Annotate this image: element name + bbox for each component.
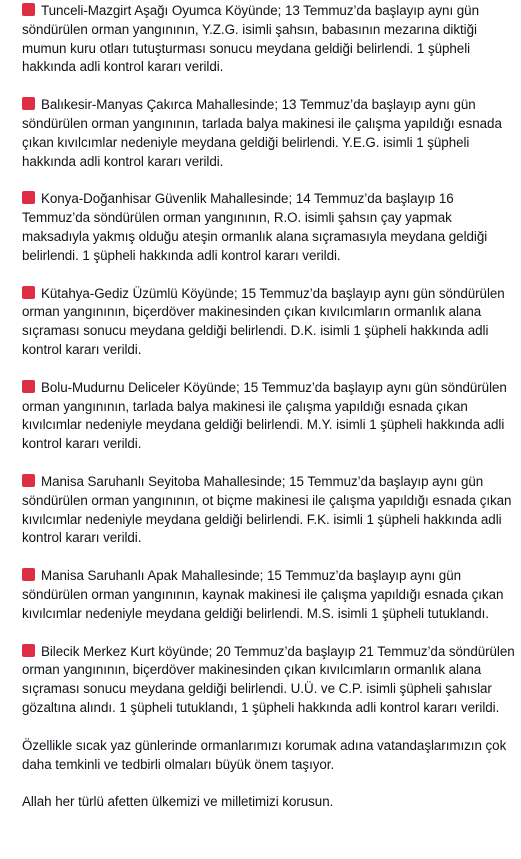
list-item <box>22 285 518 360</box>
list-item-text: Balıkesir-Manyas Çakırca Mahallesinde; 13 Temmuz’da başlayıp aynı gün söndürülen orman yangınının, tarlada balya makinesi ile çalışma yapıldığı esnada çıkan kıvılcımlar nedeniyle meydana geldiği belirlendi. Y.E.G. isimli 1 şüpheli hakkında adli kontrol kararı verildi. <box>22 97 502 169</box>
red-square-icon <box>22 644 35 657</box>
list-item <box>22 190 518 265</box>
list-item <box>22 473 518 548</box>
closing-prayer: Allah her türlü afetten ülkemizi ve milletimizi korusun. <box>22 794 334 810</box>
list-item-text: Tunceli-Mazgirt Aşağı Oyumca Köyünde; 13 Temmuz’da başlayıp aynı gün söndürülen orman yangınının, Y.Z.G. isimli şahsın, babasının mezarına diktiği mumun kuru otları tutuşturması sonucu meydana geldiği belirlendi. 1 şüpheli hakkında adli kontrol kararı verildi. <box>22 3 479 75</box>
red-square-icon <box>22 568 35 581</box>
red-square-icon <box>22 97 35 110</box>
red-square-icon <box>22 286 35 299</box>
list-item <box>22 643 518 718</box>
list-item-text: Konya-Doğanhisar Güvenlik Mahallesinde; 14 Temmuz’da başlayıp 16 Temmuz’da söndürülen orman yangınının, R.O. isimli şahsın çay yapmak maksadıyla yakmış olduğu ateşin ormanlık alana sıçramasıyla meydana geldiği belirlendi. 1 şüpheli hakkında adli kontrol kararı verildi. <box>22 191 488 263</box>
red-square-icon <box>22 380 35 393</box>
list-item-text: Kütahya-Gediz Üzümlü Köyünde; 15 Temmuz’da başlayıp aynı gün söndürülen orman yangınının, biçerdöver makinesinden çıkan kıvılcımların ormanlık alana sıçraması sonucu meydana geldiği belirlendi. D.K. isimli 1 şüpheli hakkında adli kontrol kararı verildi. <box>22 285 505 357</box>
list-item-text: Bilecik Merkez Kurt köyünde; 20 Temmuz’da başlayıp 21 Temmuz’da söndürülen orman yangınının, biçerdöver makinesinden çıkan kıvılcımların ormanlık alana sıçraması sonucu meydana geldiği belirlendi. U.Ü. ve C.P. isimli şüpheli şahıslar gözaltına alındı. 1 şüpheli tutuklandı, 1 şüpheli hakkında adli kontrol kararı verildi. <box>22 643 515 715</box>
post-text <box>22 2 518 812</box>
red-square-icon <box>22 191 35 204</box>
red-square-icon <box>22 3 35 16</box>
list-item-text: Manisa Saruhanlı Apak Mahallesinde; 15 Temmuz’da başlayıp aynı gün söndürülen orman yangınının, kaynak makinesi ile çalışma yapıldığı esnada çıkan kıvılcımlar nedeniyle meydana geldiği belirlendi. M.S. isimli 1 şüpheli tutuklandı. <box>22 568 504 621</box>
list-item-text: Manisa Saruhanlı Seyitoba Mahallesinde; 15 Temmuz’da başlayıp aynı gün söndürülen orman yangınının, ot biçme makinesi ile çalışma yapıldığı esnada çıkan kıvılcımlar nedeniyle meydana geldiği belirlendi. F.K. isimli 1 şüpheli hakkında adli kontrol kararı verildi. <box>22 473 512 546</box>
list-item-text: Bolu-Mudurnu Deliceler Köyünde; 15 Temmuz’da başlayıp aynı gün söndürülen orman yangınının, tarlada balya makinesi ile çalışma yapıldığı esnada çıkan kıvılcımlar nedeniyle meydana geldiği belirlendi. M.Y. isimli 1 şüpheli hakkında adli kontrol kararı verildi. <box>22 379 507 452</box>
list-item <box>22 567 518 623</box>
list-item <box>22 96 518 171</box>
list-item <box>22 379 518 454</box>
closing-paragraph: Özellikle sıcak yaz günlerinde ormanlarımızı korumak adına vatandaşlarımızın çok daha temkinli ve tedbirli olmaları büyük önem taşıyor. <box>22 737 507 772</box>
red-square-icon <box>22 474 35 487</box>
list-item <box>22 2 518 77</box>
